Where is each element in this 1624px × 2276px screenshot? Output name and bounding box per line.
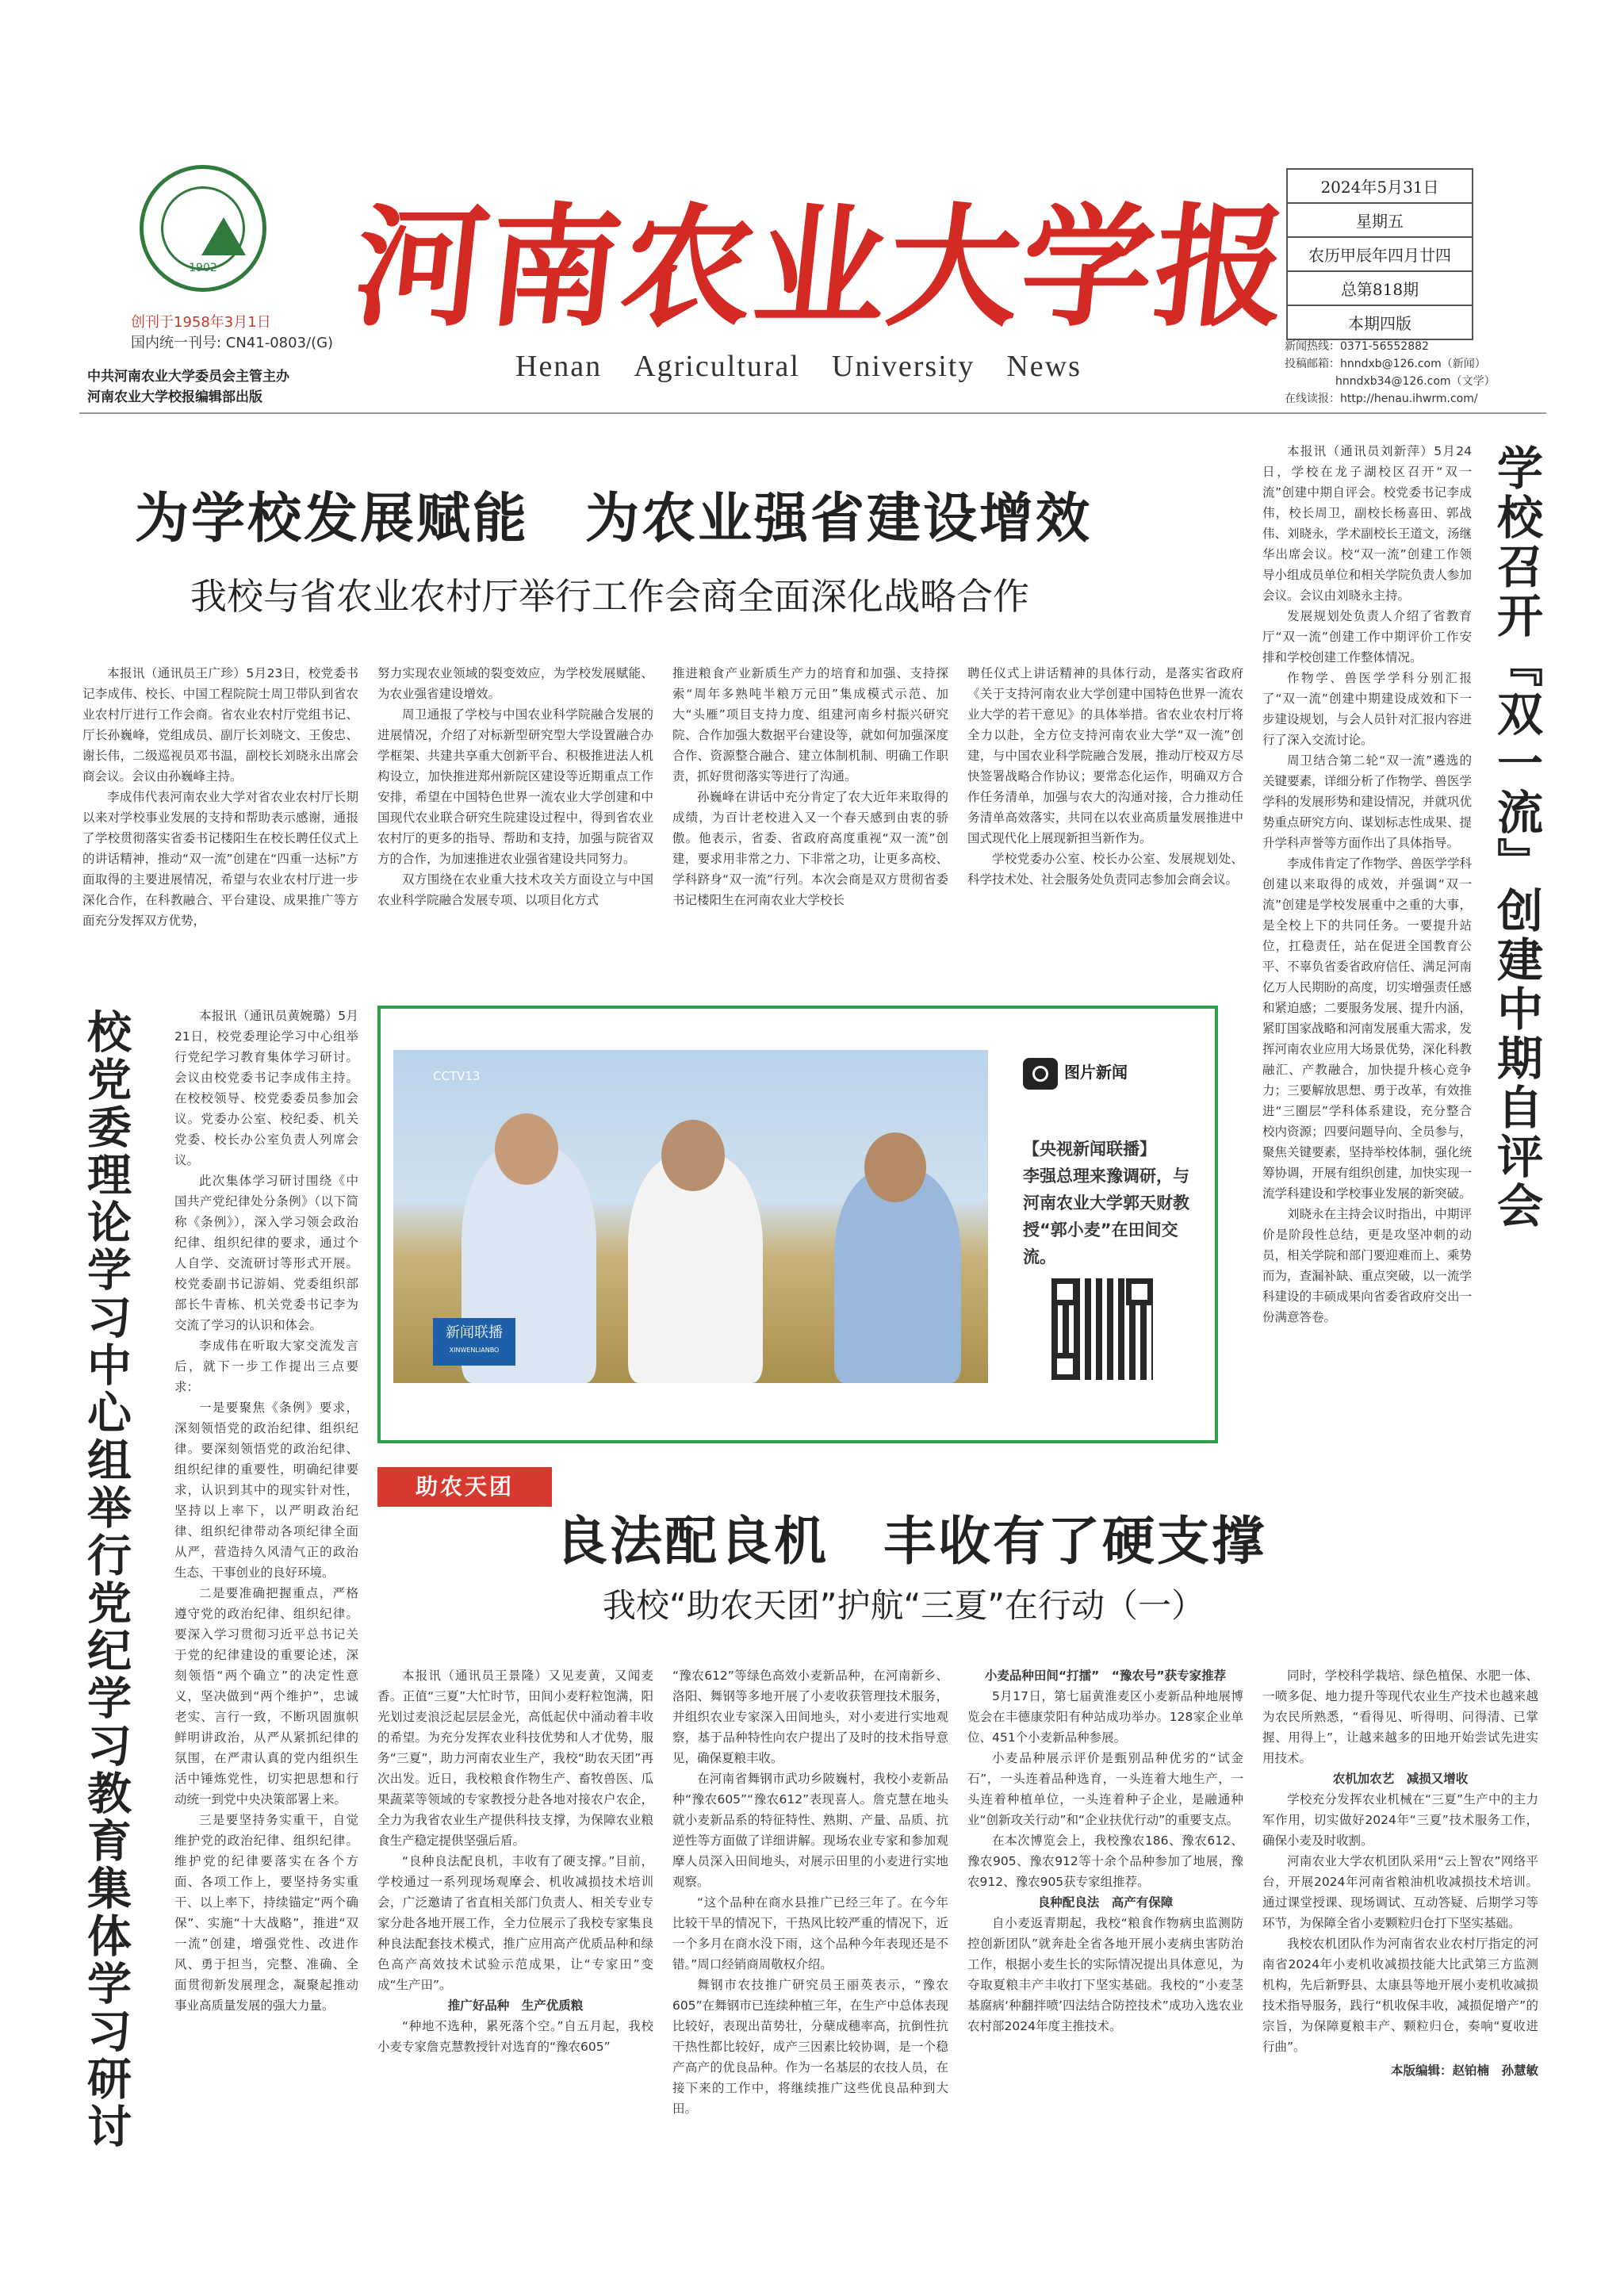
feature-column-2 bbox=[672, 1665, 948, 2119]
paragraph: 自小麦返青期起，我校“粮食作物病虫监测防控创新团队”就奔赴全省各地开展小麦病虫害防治工作，根据小麦生长的实际情况提出具体意见，为夺取夏粮丰产丰收打下坚实基础。我校的“小麦茎基腐病‘种翻拌喷’四法结合防控技术”成功入选农业农村部2024年度主推技术。 bbox=[967, 1916, 1243, 2033]
person-head bbox=[864, 1132, 926, 1202]
en-word: University bbox=[831, 350, 975, 383]
paragraph: 此次集体学习研讨围绕《中国共产党纪律处分条例》（以下简称《条例》），深入学习领会政治纪律、组织纪律的要求，通过个人自学、交流研讨等形式开展。校党委副书记游娟、党委组织部部长牛青栋、机关党委书记李为交流了学习的认识和体会。 bbox=[174, 1174, 358, 1332]
feature-subheadline: 我校“助农天团”护航“三夏”在行动（一） bbox=[603, 1586, 1205, 1625]
news-photo[interactable] bbox=[393, 1050, 988, 1383]
paragraph: 周卫通报了学校与中国农业科学院融合发展的进展情况，介绍了对标新型研究型大学设置融合办学框架、共建共享重大创新平台、积极推进法人机构设立，加快推进郑州新院区建设等近期重点工作安排，希望在中国特色世界一流农业大学创建和中国现代农业联合研究生院建设过程中，得到省农业农村厅的更多的指导、帮助和支持，加强与院省双方的合作，为加速推进农业强省建设共同努力。 bbox=[377, 707, 653, 866]
qr-code[interactable] bbox=[1051, 1278, 1153, 1380]
submission-email[interactable]: 投稿邮箱：hnndxb@126.com（新闻） bbox=[1285, 358, 1486, 370]
paragraph: 在河南省舞钢市武功乡陂巍村，我校小麦新品种“豫农605”“豫农612”表现喜人。詹克慧在地头就小麦新品系的特征特性、熟期、产量、品质、抗逆性等方面做了详细讲解。现场农业专家和参加观摩人员深入田间地头，对展示田里的小麦进行实地观察。 bbox=[672, 1772, 948, 1889]
right-story-body bbox=[1262, 441, 1472, 1328]
section-subhead: 小麦品种田间“打擂” “豫农号”获专家推荐 bbox=[984, 1669, 1227, 1683]
issue-date: 2024年5月31日 bbox=[1288, 168, 1472, 204]
photo-news-tag: 图片新闻 bbox=[1064, 1063, 1128, 1082]
paragraph: 一是要聚焦《条例》要求，深刻领悟党的政治纪律、组织纪律。要深刻领悟党的政治纪律、组织纪律的重要性，明确纪律要求，认识到其中的现实针对性，坚持以上率下，以严明政治纪律、组织纪律带动各项纪律全面从严，营造持久风清气正的政治生态、干事创业的良好环境。 bbox=[174, 1400, 358, 1580]
person-head bbox=[495, 1113, 558, 1185]
lead-subheadline: 我校与省农业农村厅举行工作会商全面深化战略合作 bbox=[190, 575, 1029, 618]
lead-column-2 bbox=[377, 663, 653, 910]
paragraph: 李成伟代表河南农业大学对省农业农村厅长期以来对学校事业发展的支持和帮助表示感谢，通报了学校贯彻落实省委书记楼阳生在校长聘任仪式上的讲话精神，推动“双一流”创建在“四重一达标”方面取得的主要进展情况，希望与农业农村厅进一步深化合作，在科教融合、平台建设、成果推广等方面充分发挥双方优势， bbox=[82, 790, 358, 928]
submission-email-literature[interactable]: hnndxb34@126.com（文学） bbox=[1335, 375, 1496, 388]
paragraph: 学校党委办公室、校长办公室、发展规划处、科学技术处、社会服务处负责同志参加会商会议。 bbox=[967, 852, 1243, 887]
left-story-body bbox=[174, 1006, 358, 2016]
paragraph: 本报讯（通讯员王广珍）5月23日，校党委书记李成伟、校长、中国工程院院士周卫带队到省农业农村厅进行工作会商。省农业农村厅党组书记、厅长孙巍峰，党组成员、副厅长刘晓文、王俊忠、谢长伟，二级巡视员邓书温，副校长刘晓永出席会商会议。会议由孙巍峰主持。 bbox=[82, 666, 358, 784]
left-story-title: 校党委理论学习中心组举行党纪学习教育集体学习研讨 bbox=[80, 1009, 132, 2151]
paragraph: “种地不选种，累死落个空。”自五月起，我校小麦专家詹克慧教授针对选育的“豫农605” bbox=[377, 2019, 653, 2054]
founded-date: 创刊于1958年3月1日 bbox=[131, 314, 271, 331]
photo-source: 【央视新闻联播】 bbox=[1023, 1140, 1156, 1159]
paragraph: 李成伟在听取大家交流发言后，就下一步工作提出三点要求： bbox=[174, 1339, 358, 1394]
sponsor-line: 河南农业大学校报编辑部出版 bbox=[87, 389, 262, 405]
tv-logo-en: XINWENLIANBO bbox=[449, 1347, 500, 1354]
paragraph: 舞钢市农技推广研究员王丽英表示，“豫农605”在舞钢市已连续种植三年，在生产中总体表现比较好，表现出苗势壮，分蘖成穗率高，抗倒性抗干热性都比较好，成产三因素比较协调，是一个稳产高产的优良品种。作为一名基层的农技人员，在接下来的工作中，将继续推广这些优良品种到大田。 bbox=[672, 1978, 948, 2116]
paragraph: 在本次博览会上，我校豫农186、豫农612、豫农905、豫农912等十余个品种参加了地展，豫农912、豫农905获专家组推荐。 bbox=[967, 1833, 1243, 1889]
lead-column-1 bbox=[82, 663, 358, 931]
page-editor: 本版编辑：赵铂楠 孙慧敏 bbox=[1390, 2063, 1538, 2078]
paragraph: 同时，学校科学栽培、绿色植保、水肥一体、一喷多促、地力提升等现代农业生产技术也越来越为农民所熟悉，“看得见、听得明、问得清、已掌握、用得上”，让越来越多的田地开始尝试先进实用技术。 bbox=[1262, 1669, 1538, 1765]
newspaper-title: 河南农业大学报 bbox=[347, 190, 1297, 345]
online-reading-link[interactable]: 在线读报：http://henau.ihwrm.com/ bbox=[1285, 393, 1478, 405]
paragraph: “这个品种在商水县推广已经三年了。在今年比较干旱的情况下，干热风比较严重的情况下，近一个多月在商水没下雨，这个品种今年表现还是不错。”周口经销商周敬权介绍。 bbox=[672, 1895, 948, 1971]
feature-column-1 bbox=[377, 1665, 653, 2057]
en-word: News bbox=[1006, 350, 1082, 383]
cn-number: 国内统一刊号: CN41-0803/(G) bbox=[131, 335, 334, 351]
paragraph: 学校充分发挥农业机械在“三夏”生产中的主力军作用，切实做好2024年“三夏”技术服务工作，确保小麦及时收割。 bbox=[1262, 1792, 1538, 1848]
feature-column-3 bbox=[967, 1665, 1243, 2037]
paragraph: 发展规划处负责人介绍了省教育厅“双一流”创建工作中期评价工作安排和学校创建工作整体情况。 bbox=[1262, 609, 1472, 665]
paragraph: 作物学、兽医学学科分别汇报了“双一流”创建中期建设成效和下一步建设规划，与会人员针对汇报内容进行了深入交流讨论。 bbox=[1262, 671, 1472, 747]
paragraph: 三是要坚持务实重干，自觉维护党的政治纪律、组织纪律。维护党的纪律要落实在各个方面、各项工作上，要坚持务实重干、以上率下，持续锚定“两个确保”、实施“十大战略”，推进“双一流”创建，增强党性、改进作风、勇于担当，完整、准确、全面贯彻新发展理念，凝聚起推动事业高质量发展的强大力量。 bbox=[174, 1813, 358, 2013]
paragraph: 小麦品种展示评价是甄别品种优劣的“试金石”，一头连着品种选育，一头连着大地生产，一头连着种植单位，一头连着种子企业，是融通种业“创新攻关行动”和“企业扶优行动”的重要支点。 bbox=[967, 1751, 1243, 1827]
tv-channel-tag: CCTV13 bbox=[433, 1069, 481, 1083]
qr-corner bbox=[1126, 1278, 1153, 1305]
contact-info bbox=[1285, 338, 1496, 408]
section-subhead: 农机加农艺 减损又增收 bbox=[1332, 1772, 1469, 1786]
masthead-divider bbox=[79, 412, 1546, 414]
paragraph: 孙巍峰在讲话中充分肯定了农大近年来取得的成绩，为百计老校进入又一个春天感到由衷的骄傲。他表示，省委、省政府高度重视“双一流”创建，要求用非常之力、下非常之功，让更多高校、学科跻身“双一流”行列。本次会商是双方贯彻省委书记楼阳生在河南农业大学校长 bbox=[672, 790, 948, 907]
section-tag: 助农天团 bbox=[377, 1467, 552, 1507]
paragraph: 推进粮食产业新质生产力的培育和加强、支持探索“周年多熟吨半粮万元田”集成模式示范、加大“头雁”项目支持力度、组建河南乡村振兴研究院、合作加强大数据平台建设等，就如何加强深度合作、资源整合融合、建立体制机制、明确工作职责，抓好贯彻落实等进行了沟通。 bbox=[672, 666, 948, 784]
paragraph: 5月17日，第七届黄淮麦区小麦新品种地展博览会在丰德康荥阳有种站成功举办。128家企业单位、451个小麦新品种参展。 bbox=[967, 1689, 1243, 1745]
en-word: Agricultural bbox=[634, 350, 800, 383]
paragraph: 我校农机团队作为河南省农业农村厅指定的河南省2024年小麦机收减损技能大比武第三方监测机构，先后新野县、太康县等地开展小麦机收减损技术指导服务，践行“机收保丰收，减损促增产”的宗旨，为保障夏粮丰产、颗粒归仓，奏响“夏收进行曲”。 bbox=[1262, 1937, 1538, 2054]
seal-year: 1902 bbox=[189, 262, 217, 274]
paragraph: 本报讯（通讯员黄婉璐）5月21日，校党委理论学习中心组举行党纪学习教育集体学习研讨。会议由校党委书记李成伟主持。在校校领导、校党委委员参加会议。党委办公室、校纪委、机关党委、校长办公室负责人列席会议。 bbox=[174, 1009, 358, 1167]
camera-icon bbox=[1023, 1058, 1058, 1090]
paragraph: “良种良法配良机，丰收有了硬支撑。”目前，学校通过一系列现场观摩会、机收减损技术培训会，广泛邀请了省直相关部门负责人、相关专业专家分赴各地开展工作，全力位展示了我校专家集良种良法配套技术模式，推广应用高产优质品种和绿色高产高效技术试验示范成果，让“专家田”变成“生产田”。 bbox=[377, 1854, 653, 1992]
paragraph: 河南农业大学农机团队采用“云上智农”网络平台，开展2024年河南省粮油机收减损技术培训。通过课堂授课、现场调试、互动答疑、后期学习等环节，为保障全省小麦颗粒归仓打下坚实基础。 bbox=[1262, 1854, 1538, 1930]
section-subhead: 良种配良法 高产有保障 bbox=[1037, 1895, 1174, 1910]
qr-corner bbox=[1051, 1353, 1078, 1380]
paragraph: 李成伟肯定了作物学、兽医学学科创建以来取得的成效，并强调“双一流”创建是学校发展重中之重的大事，是全校上下的共同任务。一要提升站位，扛稳责任，站在促进全国教育公平、不辜负省委省政府信任、满足河南亿万人民期盼的高度，切实增强责任感和紧迫感；二要服务发展、提升内涵，紧盯国家战略和河南发展重大需求，发挥河南农业应用大场景优势，深化科教融汇、产教融合，加快提升核心竞争力；三要解放思想、勇于改革，有效推进“三圈层”学科体系建设，充分整合校内资源；四要问题导向、全员参与，聚焦关键要素，坚持举校体制，强化统筹协调，开展有组织创建，加快实现一流学科建设和学校事业发展的新突破。 bbox=[1262, 856, 1472, 1201]
newspaper-english-title bbox=[515, 349, 1113, 384]
qr-corner bbox=[1051, 1278, 1078, 1305]
paragraph: 刘晓永在主持会议时指出，中期评价是阶段性总结，更是攻坚冲刺的动员，相关学院和部门要迎难而上、乘势而为，查漏补缺、重点突破，以一流学科建设的丰硕成果向省委省政府交出一份满意答卷。 bbox=[1262, 1207, 1472, 1324]
issue-weekday: 星期五 bbox=[1288, 204, 1472, 238]
issue-date-box bbox=[1286, 168, 1473, 340]
lead-column-3 bbox=[672, 663, 948, 910]
en-word: Henan bbox=[515, 350, 603, 383]
paragraph: “豫农612”等绿色高效小麦新品种，在河南新乡、洛阳、舞钢等多地开展了小麦收获管理技术服务，并组织农业专家深入田间地头，对小麦进行实地观察，基于品种特性向农户提出了及时的技术指导意见，确保夏粮丰收。 bbox=[672, 1669, 948, 1765]
issue-pages: 本期四版 bbox=[1288, 306, 1472, 340]
paragraph: 双方围绕在农业重大技术攻关方面设立与中国农业科学院融合发展专项、以项目化方式 bbox=[377, 872, 653, 907]
photo-caption bbox=[1023, 1136, 1205, 1270]
paragraph: 二是要准确把握重点，严格遵守党的政治纪律、组织纪律。要深入学习贯彻习近平总书记关于党的纪律建设的重要论述，深刻领悟“两个确立”的决定性意义，坚决做到“两个维护”，忠诚老实、言行一致，不断巩固旗帜鲜明讲政治，从严从紧抓纪律的氛围，在严肃认真的党内组织生活中锤炼党性，切实把思想和行动统一到党中央决策部署上来。 bbox=[174, 1586, 358, 1807]
paragraph: 本报讯（通讯员王景隆）又见麦黄，又闻麦香。正值“三夏”大忙时节，田间小麦籽粒饱满，阳光划过麦浪泛起层层金光，高低起伏中涌动着丰收的希望。为充分发挥农业科技优势和人才优势，服务“三夏”，助力河南农业生产，我校“助农天团”再次出发。近日，我校粮食作物生产、畜牧兽医、瓜果蔬菜等领域的专家教授分赴各地对接农户农企，全力为我省农业生产提供科技支撑，为保障农业粮食生产稳定提供坚强后盾。 bbox=[377, 1669, 653, 1848]
paragraph: 本报讯（通讯员刘新萍）5月24日，学校在龙子湖校区召开“双一流”创建中期自评会。校党委书记李成伟，校长周卫，副校长杨喜田、郭战伟、刘晓永，学术副校长王道文，汤继华出席会议。校“双一流”创建工作领导小组成员单位和相关学院负责人参加会议。会议由刘晓永主持。 bbox=[1262, 444, 1472, 603]
paragraph: 努力实现农业领域的裂变效应，为学校发展赋能、为农业强省建设增效。 bbox=[377, 666, 653, 701]
paragraph: 聘任仪式上讲话精神的具体行动，是落实省政府《关于支持河南农业大学创建中国特色世界一流农业大学的若干意见》的具体举措。省农业农村厅将全力以赴，全方位支持河南农业大学“双一流”创建，与中国农业科学院融合发展，推动厅校双方尽快签署战略合作协议；要常态化运作，明确双方合作任务清单，加强与农大的沟通对接，合力推动任务清单高效落实，共同在以农业高质量发展推进中国式现代化上展现新担当新作为。 bbox=[967, 666, 1243, 845]
lead-column-4 bbox=[967, 663, 1243, 890]
issue-lunar-date: 农历甲辰年四月廿四 bbox=[1288, 238, 1472, 272]
news-hotline: 新闻热线：0371-56552882 bbox=[1285, 340, 1429, 353]
issue-number: 总第818期 bbox=[1288, 272, 1472, 306]
feature-column-4 bbox=[1262, 1665, 1538, 2081]
tv-news-logo bbox=[433, 1318, 515, 1366]
university-seal-logo bbox=[140, 165, 266, 292]
person-head bbox=[661, 1120, 725, 1191]
sponsor-line: 中共河南农业大学委员会主管主办 bbox=[87, 369, 289, 385]
section-subhead: 推广好品种 生产优质粮 bbox=[447, 1998, 584, 2013]
right-story-title: 学校召开『双一流』创建中期自评会 bbox=[1489, 444, 1543, 1231]
photo-caption-text: 李强总理来豫调研，与河南农业大学郭天财教授“郭小麦”在田间交流。 bbox=[1023, 1167, 1189, 1266]
sponsor-info bbox=[87, 366, 289, 408]
paragraph: 周卫结合第二轮“双一流”遴选的关键要素，详细分析了作物学、兽医学学科的发展形势和建设情况，并就巩优势重点研究方向、谋划标志性成果、提升学科声誉等方面作出了具体指导。 bbox=[1262, 753, 1472, 850]
tv-logo-text: 新闻联播 bbox=[446, 1324, 503, 1341]
seal-inner-ring bbox=[161, 186, 245, 274]
lead-headline: 为学校发展赋能 为农业强省建设增效 bbox=[135, 487, 1093, 550]
tree-icon bbox=[201, 217, 246, 255]
feature-headline: 良法配良机 丰收有了硬支撑 bbox=[555, 1510, 1266, 1572]
